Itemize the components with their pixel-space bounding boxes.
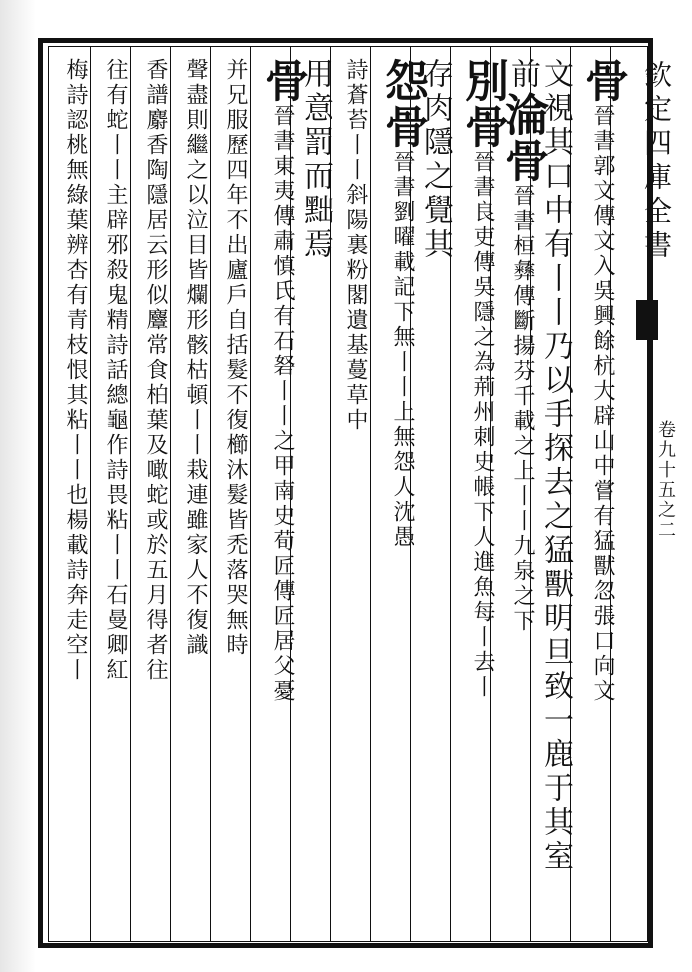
entry-citation: 晉書桓彝傳斷揚芬千: [510, 184, 535, 409]
text-column-13: [100, 58, 130, 683]
body-text: 聲盡則繼之以泣目皆爛形骸枯頓丨丨栽連雖家人不復識: [183, 58, 208, 658]
prefix-char: 前: [505, 58, 540, 92]
text-column-14: [60, 58, 90, 683]
body-text: 并兄服歷四年不出廬戶自括髮不復櫛沐髮皆禿落哭無時: [223, 58, 248, 658]
column-rule: [90, 46, 91, 942]
body-text: 載之上丨丨九泉之下: [510, 409, 535, 634]
entry-head: 骨: [257, 58, 308, 104]
entry-citation: 晉書郭文傳文入吳興餘杭大辟山中嘗有猛獸忽張口向文: [590, 104, 615, 704]
body-text: 存肉隱之覺其: [418, 58, 453, 262]
body-text: 往有蛇丨丨主辟邪殺鬼精詩話總龜作詩畏粘丨丨石曼卿紅: [103, 58, 128, 683]
text-column-6: [377, 58, 428, 550]
column-rule: [370, 46, 371, 942]
column-rule: [130, 46, 131, 942]
entry-head: 淪骨: [497, 92, 548, 184]
body-text: 詩蒼苔丨丨斜陽裏粉閣遺基蔓草中: [343, 58, 368, 433]
text-column-1: [577, 58, 628, 704]
column-rule: [250, 46, 251, 942]
text-column-11: [180, 58, 210, 658]
column-rule: [170, 46, 171, 942]
body-text: 文視其口中有丨丨乃以手探去之猛獸明旦致一鹿于其室: [538, 58, 573, 874]
entry-citation: 晉書劉曜載記下無丨丨上無怨人沈愚: [390, 150, 415, 550]
collection-title: 欽定四庫全書: [640, 60, 673, 264]
text-column-12: [140, 58, 170, 683]
scan-shadow: [0, 0, 36, 972]
body-text: 刺史帳下人進魚每丨去丨: [470, 425, 495, 700]
text-column-4: [457, 58, 508, 700]
text-column-7: [340, 58, 370, 433]
text-column-10: [220, 58, 250, 658]
entry-head: 骨: [577, 58, 628, 104]
column-rule: [210, 46, 211, 942]
entry-head: 別骨: [457, 58, 508, 150]
body-text: 香譜麝香陶隱居云形似麞常食柏葉及噉蛇或於五月得者往: [143, 58, 168, 683]
body-text: 用意罰而黜焉: [298, 58, 333, 262]
body-text: 梅詩認桃無綠葉辨杏有青枝恨其粘丨丨也楊載詩奔走空丨: [63, 58, 88, 683]
text-column-9: [257, 58, 308, 704]
entry-citation: 晉書東夷傳肅慎氏有石砮丨丨之甲: [270, 104, 295, 479]
volume-label: 卷九十五之二: [655, 420, 676, 540]
entry-head: 怨骨: [377, 58, 428, 150]
body-text: 南史荀匠傳匠居父憂: [270, 479, 295, 704]
fishtail-mark: [636, 300, 658, 340]
entry-citation: 晉書良吏傳吳隱之為荊州: [470, 150, 495, 425]
